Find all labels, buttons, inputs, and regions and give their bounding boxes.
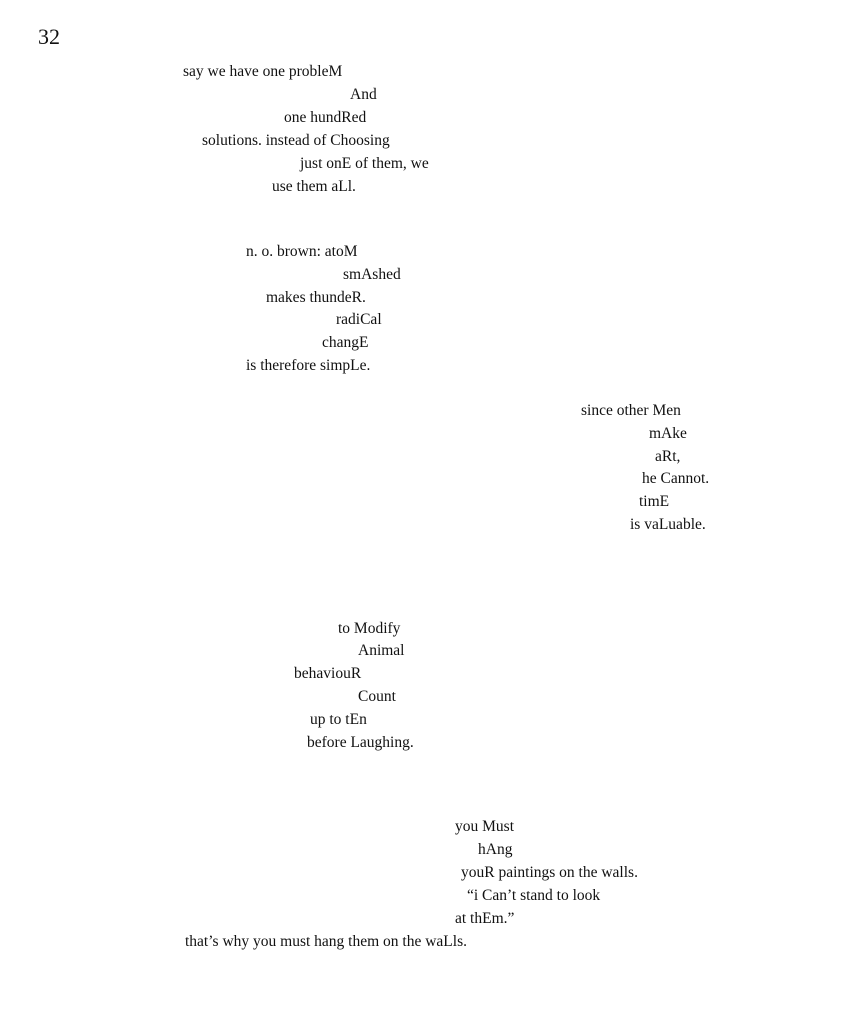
poem-line: Count <box>358 688 396 705</box>
poem-line: mAke <box>649 425 687 442</box>
poem-line: just onE of them, we <box>300 155 429 172</box>
poem-line: n. o. brown: atoM <box>246 243 358 260</box>
poem-line: at thEm.” <box>455 910 515 927</box>
poem-line: that’s why you must hang them on the waLls. <box>185 933 467 950</box>
poem-line: is vaLuable. <box>630 516 706 533</box>
poem-line: radiCal <box>336 311 382 328</box>
poem-line: use them aLl. <box>272 178 356 195</box>
poem-line: he Cannot. <box>642 470 710 487</box>
poem-line: timE <box>639 493 670 510</box>
poem-line: behaviouR <box>294 665 362 682</box>
poem-line: aRt, <box>655 448 681 465</box>
poem-line: say we have one probleM <box>183 63 343 80</box>
poem-line: youR paintings on the walls. <box>461 864 638 881</box>
poem-line: one hundRed <box>284 109 367 126</box>
poem-line: is therefore simpLe. <box>246 357 371 374</box>
poem-line: smAshed <box>343 266 401 283</box>
poem-line: solutions. instead of Choosing <box>202 132 390 149</box>
poem-line: since other Men <box>581 402 681 419</box>
poem-line: makes thundeR. <box>266 289 366 306</box>
page-number: 32 <box>38 24 60 49</box>
poem-line: Animal <box>358 642 405 659</box>
poem-line: up to tEn <box>310 711 367 728</box>
poem-line: before Laughing. <box>307 734 414 751</box>
poem-line: to Modify <box>338 620 401 637</box>
poem-line: changE <box>322 334 369 351</box>
poem-line: you Must <box>455 818 514 835</box>
poem-line: “i Can’t stand to look <box>467 887 601 904</box>
poem-line: And <box>350 86 377 103</box>
poem-line: hAng <box>478 841 513 858</box>
